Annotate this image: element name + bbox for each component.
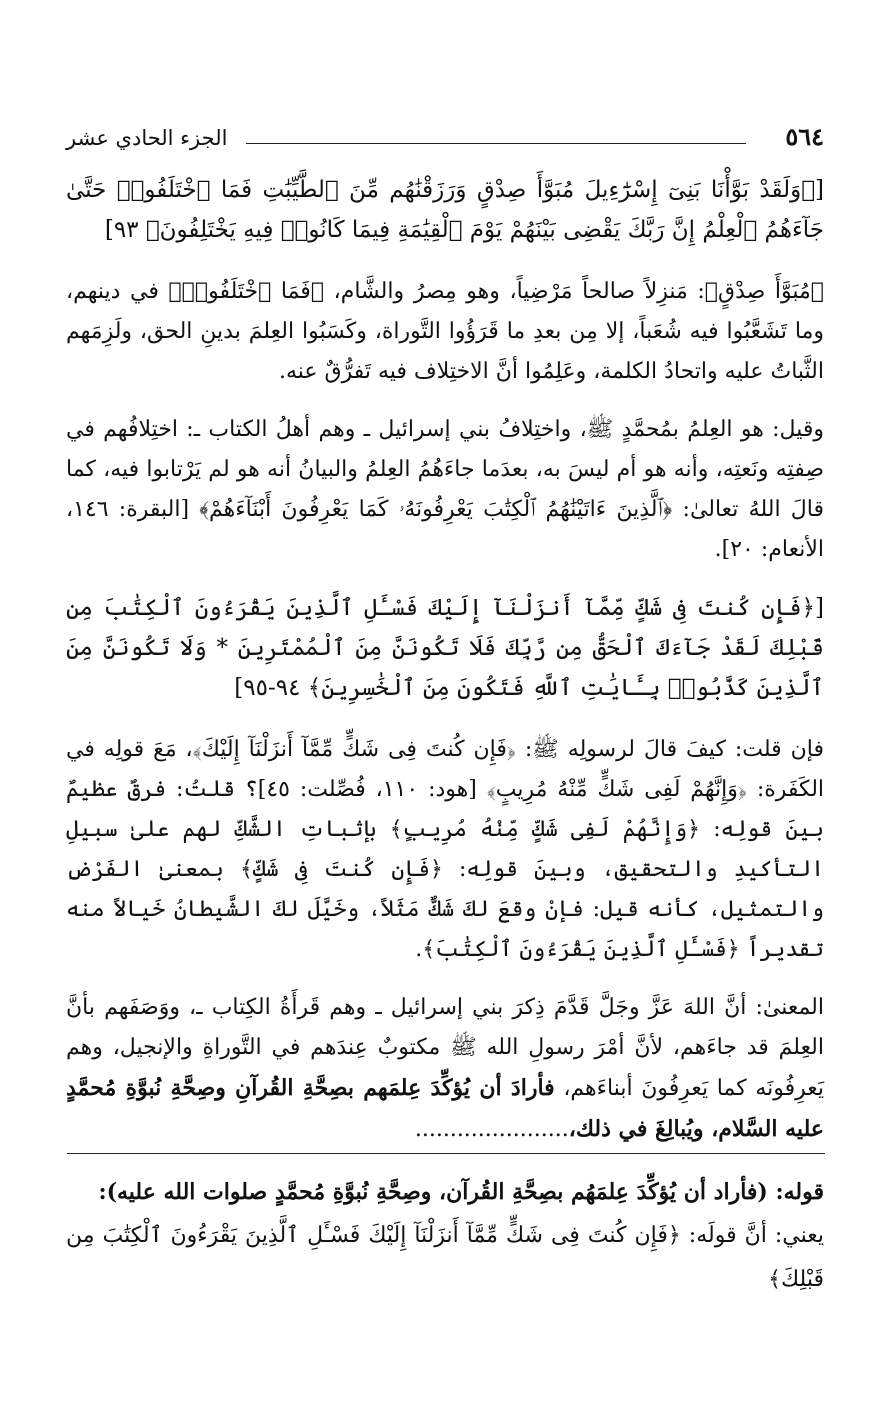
- page-number: ٥٦٤: [785, 122, 824, 151]
- commentary-paragraph-1: ﴿مُبَوَّأَ صِدْقٍ﴾: مَنزِلاً صالحاً مَرْضِياً، وهو مِصرُ والشَّام، ﴿فَمَا ٱخْتَلَفُوا۟﴾ في دينهم، وما تَشَعَّبُوا فيه شُعَباً، إلا مِن بعدِ ما قَرَؤُوا التَّوراة، وكَسَبُوا العِلمَ بدينِ الحق، ولَزِمَهم الثَّباتُ عليه واتحادُ الكلمة، وعَلِمُوا أنَّ الاختِلاف فيه تَفرُّقٌ عنه.: [66, 279, 824, 384]
- commentary-paragraph-3: فإن قلت: كيفَ قالَ لرسولِه ﷺ: ﴿فَإِن كُنتَ فِى شَكٍّ مِّمَّآ أَنزَلْنَآ إِلَيْكَ﴾، مَعَ قولِه في الكَفَرة: ﴿وَإِنَّهُمْ لَفِى شَكٍّ مِّنْهُ مُرِيبٍ﴾ [هود: ١١٠، فُصِّلت: ٤٥]؟ قلتُ: فرقٌ عظيمٌ بينَ قولِه: ﴿وَإِنَّهُمْ لَفِى شَكٍّ مِّنْهُ مُرِيبٍ﴾ بإثباتِ الشَّكِّ لهم علىٰ سبيلِ التأكيدِ والتحقيق، وبينَ قولِه: ﴿فَإِن كُنتَ فِى شَكٍّ﴾ بمعنىٰ الفَرْضِ والتمثيل، كأنه قيل: فإنْ وقعَ لكَ شَكٌّ مَثَلاً، وخَيَّلَ لكَ الشَّيطانُ خَيالاً منه تقديراً ﴿فَسْـَٔلِ ٱلَّذِينَ يَقْرَءُونَ ٱلْكِتَٰبَ﴾.: [66, 737, 825, 962]
- quran-verse-93: [﴿وَلَقَدْ بَوَّأْنَا بَنِىٓ إِسْرَٰٓءِيلَ مُبَوَّأَ صِدْقٍ وَرَزَقْنَٰهُم مِّنَ ٱلطَّيِّبَٰتِ فَمَا ٱخْتَلَفُوا۟ حَتَّىٰ جَآءَهُمُ ٱلْعِلْمُ إِنَّ رَبَّكَ يَقْضِى بَيْنَهُمْ يَوْمَ ٱلْقِيَٰمَةِ فِيمَا كَانُوا۟ فِيهِ يَخْتَلِفُونَ﴾ ٩٣]: [66, 177, 824, 243]
- part-title: الجزء الحادي عشر: [66, 126, 228, 150]
- footnote: [66, 1170, 824, 1302]
- continuation-dots: ......................: [414, 1117, 569, 1142]
- main-text: [66, 170, 824, 1168]
- commentary-paragraph-4: [66, 988, 824, 1150]
- header-rule: [246, 143, 746, 144]
- commentary-paragraph-2: وقيل: هو العِلمُ بمُحمَّدٍ ﷺ، واختِلافُ بني إسرائيل ـ وهم أهلُ الكتاب ـ: اختِلافُهم في صِفتِه ونَعتِه، وأنه هو أم ليسَ به، بعدَما جاءَهُمُ العِلمُ والبيانُ أنه هو لم يَرْتابوا فيه، كما قالَ اللهُ تعالىٰ: ﴿ٱلَّذِينَ ءَاتَيْنَٰهُمُ ٱلْكِتَٰبَ يَعْرِفُونَهُۥ كَمَا يَعْرِفُونَ أَبْنَآءَهُمْ﴾ [البقرة: ١٤٦، الأنعام: ٢٠].: [66, 417, 824, 562]
- footnote-line-2: يعني: أنَّ قولَه: ﴿فَإِن كُنتَ فِى شَكٍّ مِّمَّآ أَنزَلْنَآ إِلَيْكَ فَسْـَٔلِ ٱلَّذِينَ يَقْرَءُونَ ٱلْكِتَٰبَ مِن قَبْلِكَ﴾: [66, 1223, 824, 1292]
- footnote-line-1: قوله: (فأراد أن يُؤكِّدَ عِلمَهُم بصِحَّةِ القُرآن، وصِحَّةِ نُبوَّةِ مُحمَّدٍ صلوات الله عليه):: [98, 1179, 824, 1205]
- paragraph-4-bold-text: فأرادَ أن يُؤكِّدَ عِلمَهم بصِحَّةِ القُرآنِ وصِحَّةِ نُبوَّةِ مُحمَّدٍ عليه السَّلام، ويُبالِغَ في ذلك،: [66, 1075, 824, 1142]
- footnote-separator: [67, 1153, 825, 1154]
- page-header: [66, 122, 824, 162]
- quran-verse-94-95: [﴿فَإِن كُنتَ فِى شَكٍّ مِّمَّآ أَنزَلْنَآ إِلَيْكَ فَسْـَٔلِ ٱلَّذِينَ يَقْرَءُونَ ٱلْكِتَٰبَ مِن قَبْلِكَ لَقَدْ جَآءَكَ ٱلْحَقُّ مِن رَّبِّكَ فَلَا تَكُونَنَّ مِنَ ٱلْمُمْتَرِينَ * وَلَا تَكُونَنَّ مِنَ ٱلَّذِينَ كَذَّبُوا۟ بِـَٔايَٰتِ ٱللَّهِ فَتَكُونَ مِنَ ٱلْخَٰسِرِينَ﴾ ٩٤-٩٥]: [66, 595, 824, 701]
- paragraph-4-text: المعنىٰ: أنَّ اللهَ عَزَّ وجَلَّ قَدَّمَ ذِكرَ بني إسرائيل ـ وهم قَرأَةُ الكِتاب ـ، ووَصَفَهم بأنَّ العِلمَ قد جاءَهم، لأنَّ أمْرَ رسولِ الله ﷺ مكتوبٌ عِندَهم في التَّوراةِ والإنجيل، وهم يَعرِفُونَه كما يَعرِفُونَ أبناءَهم،: [66, 995, 824, 1101]
